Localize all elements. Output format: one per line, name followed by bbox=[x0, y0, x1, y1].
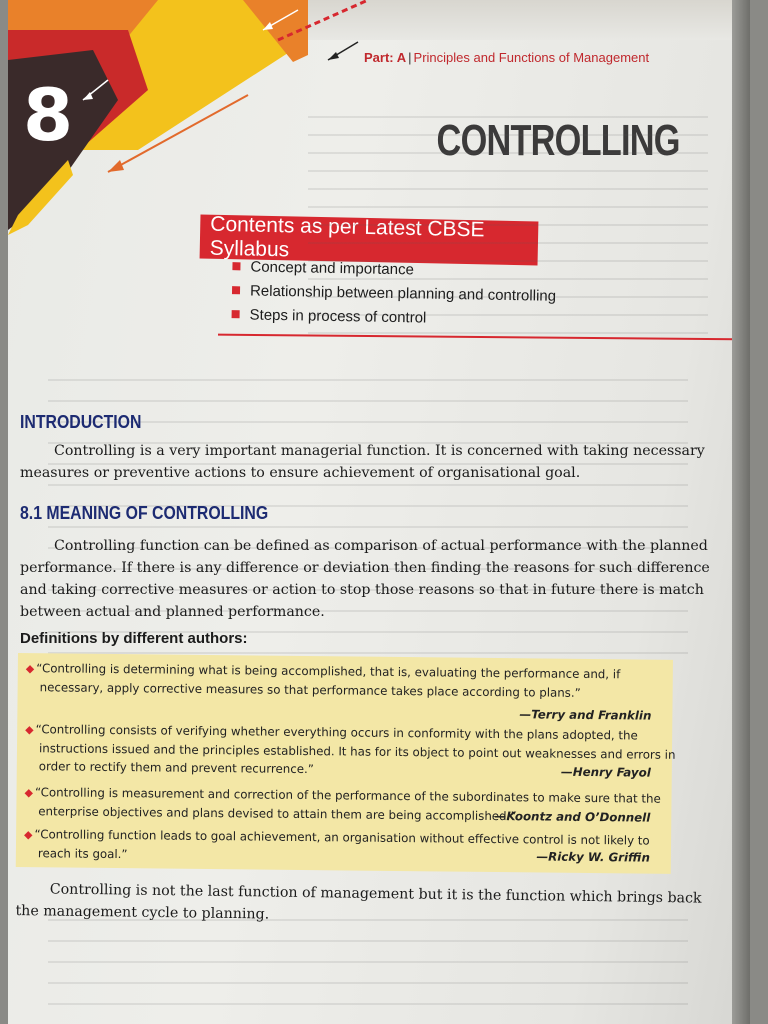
definition-author: —Koontz and O’Donnell bbox=[494, 809, 651, 825]
definition-author: —Henry Fayol bbox=[560, 764, 651, 780]
square-bullet-icon bbox=[232, 310, 240, 318]
square-bullet-icon bbox=[232, 262, 240, 270]
chapter-title: CONTROLLING bbox=[436, 116, 680, 165]
diamond-bullet-icon: ◆ bbox=[25, 662, 35, 676]
definition-quote: ◆ “Controlling function leads to goal achievement, an organisation without effective control is not likely to reach its goal.” —Ricky W. Griffin bbox=[24, 827, 650, 865]
arrow-head-icon bbox=[328, 52, 339, 60]
diamond-bullet-icon: ◆ bbox=[24, 786, 34, 800]
definition-quote: ◆ “Controlling is determining what is being accomplished, that is, evaluating the performance and, if necessary, apply corrective measures so that performance takes place according to plans.” —Terry and Franklin bbox=[25, 659, 658, 725]
definitions-box bbox=[16, 653, 676, 874]
textbook-page bbox=[8, 0, 750, 1024]
diamond-bullet-icon: ◆ bbox=[25, 723, 34, 737]
definition-author: —Ricky W. Griffin bbox=[536, 849, 650, 865]
part-title: Principles and Functions of Management bbox=[413, 50, 650, 65]
part-prefix: Part: A bbox=[364, 50, 407, 65]
definitions-label: Definitions by different authors: bbox=[20, 630, 248, 647]
contents-item: Steps in process of control bbox=[231, 303, 555, 333]
contents-item: Relationship between planning and controlling bbox=[232, 279, 556, 309]
part-label: Part: A | Principles and Functions of Management bbox=[364, 50, 650, 65]
diamond-bullet-icon: ◆ bbox=[24, 828, 33, 842]
definition-quote: ◆ “Controlling consists of verifying whether everything occurs in conformity with the plans adopted, the instructions issued and the principles established. It has for its object to point out weaknesses and errors in order to rectify them and prevent recurrence.” —Henry Fayol bbox=[25, 722, 676, 780]
meaning-heading: 8.1 MEANING OF CONTROLLING bbox=[20, 503, 269, 523]
introduction-paragraph: Controlling is a very important managerial function. It is concerned with taking necessary measures or preventive actions to ensure achievement of organisational goal. bbox=[20, 443, 705, 481]
introduction-heading: INTRODUCTION bbox=[20, 412, 142, 432]
contents-heading: Contents as per Latest CBSE Syllabus bbox=[209, 212, 485, 262]
definition-quote: ◆ “Controlling is measurement and correction of the performance of the subordinates to make sure that the enterprise objectives and plans devised to attain them are being accomplished.” —Koontz and O’Donnell bbox=[24, 785, 661, 825]
square-bullet-icon bbox=[232, 286, 240, 294]
bleed-through-texture bbox=[308, 100, 708, 340]
closing-paragraph: Controlling is not the last function of management but it is the function which brings back the management cycle to planning. bbox=[15, 881, 702, 923]
page-edge-shadow bbox=[732, 0, 750, 1024]
contents-item: Concept and importance bbox=[232, 255, 556, 285]
arrow-head-icon bbox=[108, 160, 124, 172]
chapter-number: 8 bbox=[23, 73, 74, 157]
definition-author: —Terry and Franklin bbox=[519, 707, 652, 723]
meaning-paragraph: Controlling function can be defined as comparison of actual performance with the planned performance. If there is any difference or deviation then finding the reasons for such difference and taking corrective measures or action to stop those reasons so that in future there is match between actual and planned performance. bbox=[20, 538, 710, 620]
